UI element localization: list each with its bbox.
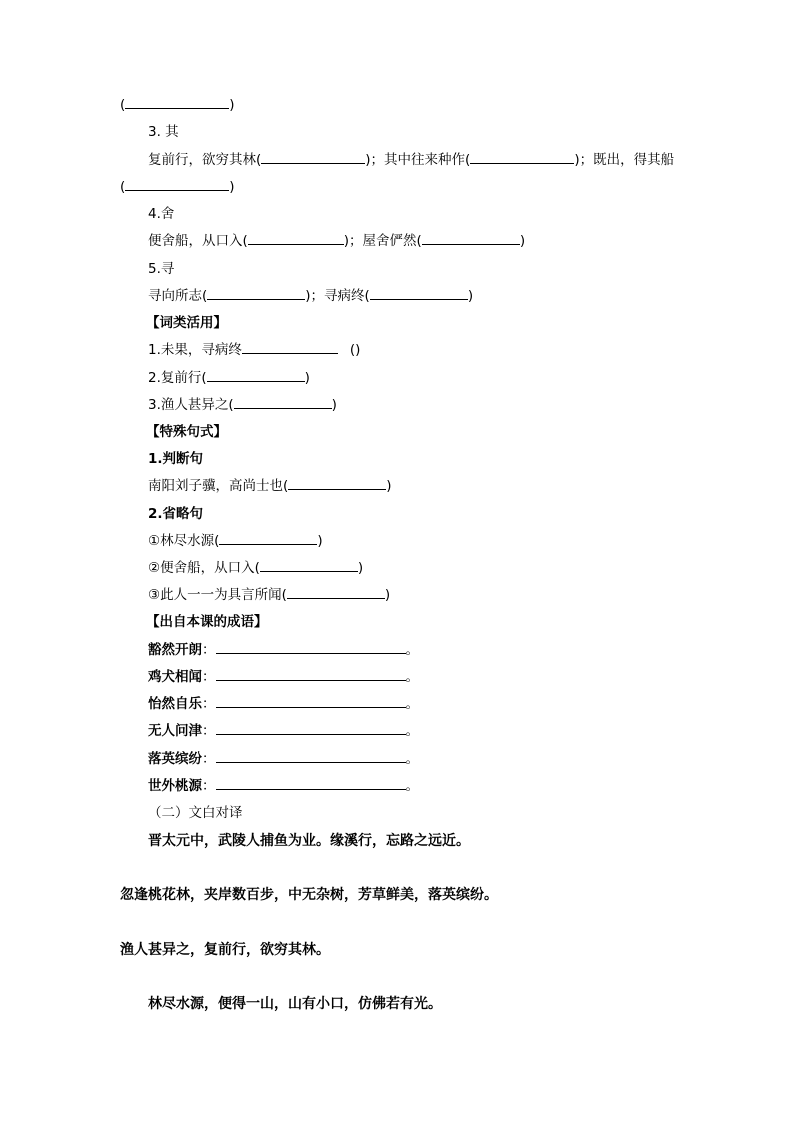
classical-text: 渔人甚异之，复前行，欲穷其林。 xyxy=(120,942,330,958)
answer-blank[interactable] xyxy=(234,396,332,409)
paren-pair: () xyxy=(349,342,361,358)
close-paren: ) xyxy=(384,587,391,603)
subheading-judgment xyxy=(148,450,203,468)
full-stop: 。 xyxy=(405,751,419,767)
item-3-heading xyxy=(148,123,179,141)
subheading: 2.省略句 xyxy=(148,506,204,522)
sentence-part: ③此人一一为具言所闻( xyxy=(148,587,287,603)
answer-blank[interactable] xyxy=(216,750,406,763)
answer-blank[interactable] xyxy=(207,369,305,382)
sentence-part: 寻向所志( xyxy=(148,288,208,304)
section-heading-special-sentences xyxy=(146,423,227,441)
subheading-omission xyxy=(148,505,203,523)
full-stop: 。 xyxy=(405,778,419,794)
colon: ： xyxy=(202,642,216,658)
answer-blank[interactable] xyxy=(370,287,468,300)
answer-line-2 xyxy=(120,178,235,196)
omission-item-3 xyxy=(148,586,390,604)
idiom-term: 豁然开朗 xyxy=(148,642,202,658)
idiom-row xyxy=(148,695,419,713)
sentence-part: 3.渔人甚异之( xyxy=(148,397,234,413)
close-paren: ) xyxy=(304,370,310,386)
answer-blank[interactable] xyxy=(216,777,406,790)
translation-sentence xyxy=(148,995,442,1013)
answer-blank[interactable] xyxy=(125,96,229,109)
answer-blank[interactable] xyxy=(248,232,344,245)
section-heading-translation xyxy=(148,804,243,822)
item-5-heading xyxy=(148,260,174,278)
idiom-row xyxy=(148,777,419,795)
colon: ： xyxy=(202,778,216,794)
sentence-part: )；寻病终( xyxy=(305,288,370,304)
close-paren: ) xyxy=(317,533,323,549)
item-label: 3. 其 xyxy=(148,124,179,140)
answer-blank[interactable] xyxy=(422,232,520,245)
item-4-heading xyxy=(148,205,174,223)
section-title: 【词类活用】 xyxy=(146,315,227,331)
section-heading-idioms xyxy=(146,613,268,631)
answer-blank[interactable] xyxy=(216,722,406,735)
answer-blank[interactable] xyxy=(242,341,338,354)
sentence-part: ②便舍船，从口入( xyxy=(148,560,260,576)
section-title: 【特殊句式】 xyxy=(146,424,227,440)
answer-line-1 xyxy=(120,96,235,114)
open-paren: ( xyxy=(120,179,126,195)
sentence-part: 2.复前行( xyxy=(148,370,207,386)
answer-blank[interactable] xyxy=(216,641,406,654)
section-title: 【出自本课的成语】 xyxy=(146,614,268,630)
item-5-sentence xyxy=(148,287,473,305)
item-4-sentence xyxy=(148,232,525,250)
idiom-row xyxy=(148,668,419,686)
subheading: 1.判断句 xyxy=(148,451,204,467)
sentence-part: ①林尽水源( xyxy=(148,533,220,549)
idiom-row xyxy=(148,641,419,659)
idiom-term: 鸡犬相闻 xyxy=(148,669,202,685)
omission-item-2 xyxy=(148,559,363,577)
word-class-item-3 xyxy=(148,396,337,414)
answer-blank[interactable] xyxy=(125,178,229,191)
translation-sentence xyxy=(120,886,498,904)
sentence-part: 南阳刘子骥，高尚士也( xyxy=(148,478,289,494)
translation-sentence xyxy=(120,941,330,959)
full-stop: 。 xyxy=(405,696,419,712)
sentence-part: 便舍船，从口入( xyxy=(148,233,248,249)
sentence-part: )；屋舍俨然( xyxy=(343,233,422,249)
answer-blank[interactable] xyxy=(260,559,358,572)
colon: ： xyxy=(202,696,216,712)
classical-text: 晋太元中，武陵人捕鱼为业。缘溪行，忘路之远近。 xyxy=(148,833,470,849)
full-stop: 。 xyxy=(405,669,419,685)
sentence-part: )；其中往来种作( xyxy=(365,152,471,168)
idiom-term: 无人问津 xyxy=(148,723,202,739)
sentence-part: 1.未果，寻病终 xyxy=(148,342,242,358)
colon: ： xyxy=(202,751,216,767)
classical-text: 忽逢桃花林，夹岸数百步，中无杂树，芳草鲜美，落英缤纷。 xyxy=(120,887,498,903)
answer-blank[interactable] xyxy=(470,151,574,164)
item-label: 5.寻 xyxy=(148,261,175,277)
judgment-item xyxy=(148,477,392,495)
close-paren: ) xyxy=(386,478,392,494)
idiom-term: 落英缤纷 xyxy=(148,751,202,767)
sentence-part: ) xyxy=(467,288,474,304)
answer-blank[interactable] xyxy=(216,695,406,708)
answer-blank[interactable] xyxy=(216,668,406,681)
close-paren: ) xyxy=(229,179,235,195)
idiom-term: 世外桃源 xyxy=(148,778,202,794)
sentence-part: ) xyxy=(519,233,526,249)
sentence-part: )；既出，得其船 xyxy=(574,152,675,168)
section-title: （二）文白对译 xyxy=(148,805,243,821)
item-label: 4.舍 xyxy=(148,206,175,222)
answer-blank[interactable] xyxy=(207,287,305,300)
word-class-item-1 xyxy=(148,341,360,359)
open-paren: ( xyxy=(120,97,126,113)
idiom-row xyxy=(148,750,419,768)
answer-blank[interactable] xyxy=(219,532,317,545)
translation-sentence xyxy=(148,832,470,850)
colon: ： xyxy=(202,723,216,739)
item-3-sentence xyxy=(148,151,674,169)
close-paren: ) xyxy=(331,397,337,413)
close-paren: ) xyxy=(357,560,364,576)
word-class-item-2 xyxy=(148,369,310,387)
answer-blank[interactable] xyxy=(288,477,386,490)
answer-blank[interactable] xyxy=(261,151,365,164)
full-stop: 。 xyxy=(405,723,419,739)
close-paren: ) xyxy=(229,97,235,113)
classical-text: 林尽水源，便得一山，山有小口，仿佛若有光。 xyxy=(148,996,442,1012)
colon: ： xyxy=(202,669,216,685)
omission-item-1 xyxy=(148,532,323,550)
answer-blank[interactable] xyxy=(287,586,385,599)
idiom-row xyxy=(148,722,419,740)
idiom-term: 怡然自乐 xyxy=(148,696,202,712)
full-stop: 。 xyxy=(405,642,419,658)
section-heading-word-class xyxy=(146,314,227,332)
sentence-part: 复前行，欲穷其林( xyxy=(148,152,262,168)
